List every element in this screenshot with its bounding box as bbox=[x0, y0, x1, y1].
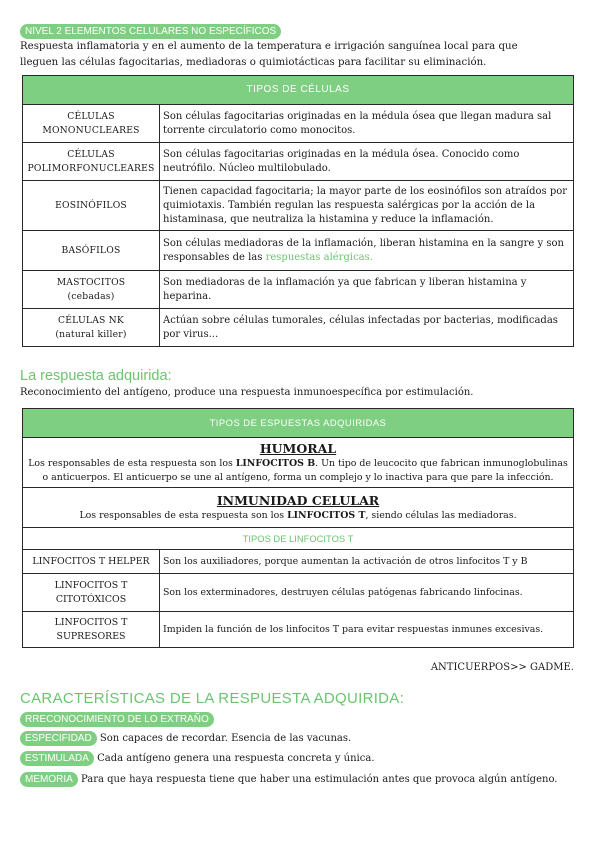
table-row bbox=[23, 181, 574, 231]
cellular-text-bold: LINFOCITOS T bbox=[287, 510, 366, 521]
cell-desc-highlight: respuestas alérgicas. bbox=[265, 251, 373, 263]
characteristic-badge: ESTIMULADA bbox=[20, 751, 94, 766]
characteristic-badge: ESPECIFIDAD bbox=[20, 731, 97, 746]
characteristic-item bbox=[20, 731, 351, 747]
cellular-text-a: Los responsables de esta respuesta son los bbox=[79, 510, 288, 521]
t-cell-name: LINFOCITOS T HELPER bbox=[23, 550, 160, 574]
cell-desc: Son mediadoras de la inflamación ya que fabrican y liberan histamina y heparina. bbox=[160, 271, 574, 309]
t-cell-desc: Son los auxiliadores, porque aumentan la activación de otros linfocitos T y B bbox=[160, 550, 574, 574]
humoral-text bbox=[26, 457, 570, 485]
t-cell-desc: Impiden la función de los linfocitos T para evitar respuestas inmunes excesivas. bbox=[160, 612, 574, 648]
cell-name-note: (cebadas) bbox=[67, 290, 115, 302]
humoral-text-bold: LINFOCITOS B bbox=[235, 458, 316, 469]
intro-text bbox=[20, 39, 590, 71]
table-row bbox=[23, 309, 574, 347]
cell-name-note: (natural killer) bbox=[55, 328, 127, 340]
cell-name: CÉLULAS NK bbox=[58, 314, 124, 326]
cell-desc: Son células fagocitarias originadas en la médula ósea que llegan madura sal torrente circulatorio como monocitos. bbox=[160, 105, 574, 143]
characteristic-item bbox=[20, 751, 375, 767]
acquired-text: Reconocimiento del antígeno, produce una respuesta inmunoespecífica por estimulación. bbox=[20, 387, 474, 398]
characteristic-badge: MEMORIA bbox=[20, 772, 78, 787]
cellular-row bbox=[23, 488, 574, 528]
cell-types-table bbox=[22, 75, 574, 347]
intro-line-2: lleguen las células fagocitarias, mediadoras o quimiotácticas para facilitar su eliminación. bbox=[20, 57, 487, 68]
t-types-label: TIPOS DE LINFOCITOS T bbox=[23, 528, 574, 550]
table-row bbox=[23, 574, 574, 612]
acquired-title: La respuesta adquirida: bbox=[20, 368, 172, 384]
antibodies-footnote: ANTICUERPOS>> GADME. bbox=[430, 662, 574, 673]
cell-name: MASTOCITOS bbox=[56, 276, 126, 288]
intro-line-1: Respuesta inflamatoria y en el aumento de la temperatura e irrigación sanguínea local para que bbox=[20, 41, 518, 52]
characteristic-item bbox=[20, 712, 214, 728]
characteristics-title: CARACTERÍSTICAS DE LA RESPUESTA ADQUIRIDA: bbox=[20, 690, 405, 707]
t-types-label-row bbox=[23, 528, 574, 550]
table-row bbox=[23, 271, 574, 309]
characteristic-badge: RRECONOCIMIENTO DE LO EXTRAÑO bbox=[20, 712, 214, 727]
level-badge-wrap bbox=[20, 24, 281, 39]
cell-name-with-note bbox=[23, 271, 160, 309]
acquired-types-table bbox=[22, 408, 574, 648]
humoral-text-b: . Un tipo de leucocito que fabrican inmunoglobulinas o anticuerpos. El anticuerpo se une al antígeno, forma un complejo y lo inactiva para que pare la infección. bbox=[42, 458, 568, 483]
cell-name: CÉLULAS MONONUCLEARES bbox=[23, 105, 160, 143]
cell-types-title: TIPOS DE CÉLULAS bbox=[23, 76, 574, 105]
humoral-heading: HUMORAL bbox=[259, 441, 337, 456]
cell-name-with-note bbox=[23, 309, 160, 347]
cell-name: BASÓFILOS bbox=[23, 231, 160, 271]
characteristic-text: Son capaces de recordar. Esencia de las vacunas. bbox=[99, 733, 352, 744]
cell-desc: Son células fagocitarias originadas en la médula ósea. Conocido como neutrófilo. Núcleo multilobulado. bbox=[160, 143, 574, 181]
cellular-text bbox=[26, 509, 570, 523]
table-row bbox=[23, 143, 574, 181]
level-badge: NIVEL 2 ELEMENTOS CELULARES NO ESPECÍFICOS bbox=[20, 24, 281, 39]
cell-desc bbox=[160, 231, 574, 271]
cell-desc: Actúan sobre células tumorales, células infectadas por bacterias, modificadas por virus... bbox=[160, 309, 574, 347]
cellular-cell bbox=[23, 488, 574, 528]
cell-name: EOSINÓFILOS bbox=[23, 181, 160, 231]
characteristic-item bbox=[20, 772, 557, 788]
cellular-text-b: , siendo células las mediadoras. bbox=[365, 510, 517, 521]
cell-desc-text: Son células mediadoras de la inflamación, liberan histamina en la sangre y son responsables de las bbox=[163, 237, 564, 263]
table-row bbox=[23, 105, 574, 143]
characteristic-text: Para que haya respuesta tiene que haber una estimulación antes que provoca algún antígeno. bbox=[80, 774, 558, 785]
cell-desc: Tienen capacidad fagocitaria; la mayor parte de los eosinófilos son atraídos por quimiotaxis. También regulan las respuesta salérgicas por la acción de la histaminasa, que neutraliza la histamina y reduce la inflamación. bbox=[160, 181, 574, 231]
table-row bbox=[23, 612, 574, 648]
humoral-text-a: Los responsables de esta respuesta son los bbox=[28, 458, 236, 469]
acquired-types-title: TIPOS DE ESPUESTAS ADQUIRIDAS bbox=[23, 409, 574, 438]
humoral-row bbox=[23, 438, 574, 488]
table-row bbox=[23, 231, 574, 271]
t-cell-desc: Son los exterminadores, destruyen células patógenas fabricando linfocinas. bbox=[160, 574, 574, 612]
table-row bbox=[23, 550, 574, 574]
cellular-heading: INMUNIDAD CELULAR bbox=[216, 493, 380, 508]
characteristic-text: Cada antígeno genera una respuesta concreta y única. bbox=[97, 753, 375, 764]
t-cell-name: LINFOCITOS T CITOTÓXICOS bbox=[23, 574, 160, 612]
t-cell-name: LINFOCITOS T SUPRESORES bbox=[23, 612, 160, 648]
humoral-cell bbox=[23, 438, 574, 488]
cell-name: CÉLULAS POLIMORFONUCLEARES bbox=[23, 143, 160, 181]
